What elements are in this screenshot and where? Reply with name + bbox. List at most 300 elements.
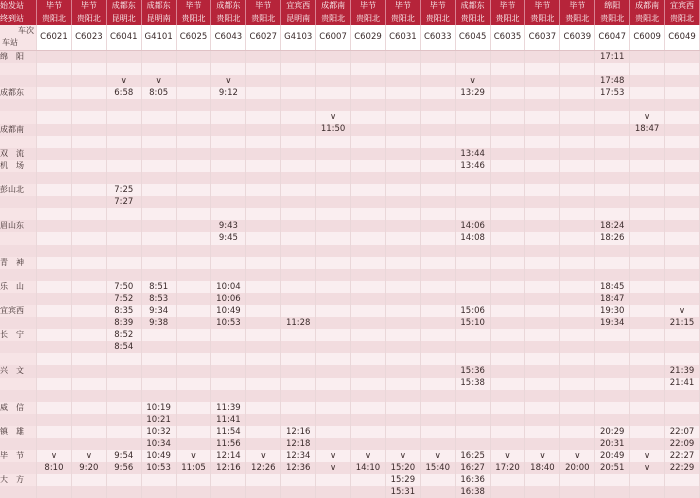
time-cell — [246, 281, 281, 293]
time-cell — [141, 269, 176, 281]
timetable-row — [0, 99, 700, 111]
time-cell — [141, 486, 176, 498]
time-cell — [37, 474, 72, 486]
time-cell — [316, 184, 351, 196]
time-cell — [630, 172, 665, 184]
time-cell — [525, 269, 560, 281]
time-cell: 11:41 — [211, 414, 246, 426]
time-cell — [281, 75, 316, 87]
time-cell — [281, 305, 316, 317]
time-cell — [385, 220, 420, 232]
time-cell — [420, 196, 455, 208]
time-cell — [281, 486, 316, 498]
time-cell — [351, 232, 386, 244]
time-cell — [246, 160, 281, 172]
origin-row — [0, 0, 700, 13]
time-cell — [176, 196, 211, 208]
time-cell: ∨ — [71, 450, 106, 462]
time-cell — [71, 208, 106, 220]
time-cell: 18:40 — [525, 462, 560, 474]
time-cell — [141, 474, 176, 486]
time-cell — [595, 257, 630, 269]
time-cell — [316, 293, 351, 305]
time-cell — [211, 378, 246, 390]
timetable-row — [0, 450, 700, 462]
time-cell — [665, 124, 700, 136]
time-cell — [630, 402, 665, 414]
time-cell — [385, 281, 420, 293]
time-cell — [141, 136, 176, 148]
time-cell — [246, 329, 281, 341]
train-destination: 贵阳北 — [630, 13, 665, 26]
time-cell — [560, 220, 595, 232]
station-name — [0, 353, 37, 365]
time-cell — [37, 111, 72, 123]
time-cell — [420, 148, 455, 160]
time-cell — [490, 136, 525, 148]
time-cell — [665, 390, 700, 402]
time-cell: 18:47 — [595, 293, 630, 305]
time-cell — [106, 486, 141, 498]
time-cell — [246, 148, 281, 160]
time-cell — [385, 75, 420, 87]
time-cell — [420, 208, 455, 220]
time-cell: 15:10 — [455, 317, 490, 329]
time-cell: 18:24 — [595, 220, 630, 232]
time-cell — [525, 365, 560, 377]
time-cell: 8:54 — [106, 341, 141, 353]
train-origin: 毕节 — [37, 0, 72, 13]
time-cell — [630, 257, 665, 269]
time-cell — [71, 257, 106, 269]
time-cell — [316, 63, 351, 75]
time-cell: 10:21 — [141, 414, 176, 426]
time-cell — [595, 390, 630, 402]
time-cell — [71, 87, 106, 99]
time-cell — [71, 99, 106, 111]
train-destination: 贵阳北 — [246, 13, 281, 26]
time-cell: 15:36 — [455, 365, 490, 377]
station-name: 彭山北 — [0, 184, 37, 196]
time-cell — [560, 63, 595, 75]
time-cell: 12:18 — [281, 438, 316, 450]
time-cell — [560, 160, 595, 172]
time-cell — [176, 305, 211, 317]
time-cell — [560, 426, 595, 438]
time-cell — [630, 160, 665, 172]
time-cell — [455, 353, 490, 365]
time-cell — [420, 269, 455, 281]
time-cell — [211, 111, 246, 123]
time-cell — [211, 257, 246, 269]
time-cell — [71, 220, 106, 232]
time-cell — [455, 184, 490, 196]
time-cell — [176, 220, 211, 232]
time-cell — [630, 208, 665, 220]
time-cell — [595, 160, 630, 172]
time-cell — [71, 378, 106, 390]
time-cell — [525, 474, 560, 486]
time-cell — [595, 99, 630, 111]
time-cell — [665, 257, 700, 269]
time-cell — [71, 365, 106, 377]
time-cell: 22:07 — [665, 426, 700, 438]
train-number: C6037 — [525, 25, 560, 51]
time-cell — [316, 148, 351, 160]
time-cell — [281, 124, 316, 136]
time-cell — [630, 341, 665, 353]
time-cell: ∨ — [490, 450, 525, 462]
time-cell — [525, 438, 560, 450]
time-cell — [595, 414, 630, 426]
time-cell — [420, 390, 455, 402]
time-cell — [37, 63, 72, 75]
time-cell — [385, 124, 420, 136]
timetable-row — [0, 305, 700, 317]
time-cell — [630, 87, 665, 99]
time-cell — [211, 474, 246, 486]
time-cell — [630, 305, 665, 317]
time-cell — [176, 438, 211, 450]
time-cell — [316, 390, 351, 402]
time-cell: 8:35 — [106, 305, 141, 317]
time-cell — [211, 184, 246, 196]
time-cell — [525, 148, 560, 160]
timetable-row — [0, 474, 700, 486]
time-cell — [37, 172, 72, 184]
time-cell — [316, 353, 351, 365]
time-cell — [316, 402, 351, 414]
time-cell — [525, 414, 560, 426]
time-cell — [37, 378, 72, 390]
time-cell: 18:45 — [595, 281, 630, 293]
timetable-row — [0, 293, 700, 305]
time-cell — [525, 208, 560, 220]
time-cell — [385, 390, 420, 402]
time-cell — [211, 51, 246, 64]
time-cell: 6:58 — [106, 87, 141, 99]
station-name: 镇 雄 — [0, 426, 37, 438]
timetable-row — [0, 341, 700, 353]
station-name: 眉山东 — [0, 220, 37, 232]
time-cell — [525, 124, 560, 136]
time-cell — [595, 148, 630, 160]
time-cell — [316, 269, 351, 281]
timetable-row — [0, 172, 700, 184]
time-cell — [106, 148, 141, 160]
time-cell — [211, 124, 246, 136]
station-label: 车站 — [2, 38, 18, 47]
time-cell — [560, 232, 595, 244]
time-cell — [385, 99, 420, 111]
time-cell — [246, 136, 281, 148]
time-cell: 9:43 — [211, 220, 246, 232]
station-name — [0, 378, 37, 390]
dest-row — [0, 13, 700, 26]
time-cell — [71, 305, 106, 317]
time-cell — [385, 111, 420, 123]
timetable-row — [0, 365, 700, 377]
time-cell — [665, 245, 700, 257]
timetable-row — [0, 317, 700, 329]
time-cell — [420, 414, 455, 426]
time-cell — [176, 486, 211, 498]
time-cell — [630, 293, 665, 305]
train-destination: 贵阳北 — [665, 13, 700, 26]
time-cell — [141, 365, 176, 377]
time-cell — [211, 329, 246, 341]
time-cell — [525, 51, 560, 64]
time-cell — [141, 184, 176, 196]
time-cell — [560, 378, 595, 390]
time-cell — [211, 341, 246, 353]
time-cell — [316, 196, 351, 208]
time-cell — [176, 172, 211, 184]
time-cell — [37, 305, 72, 317]
time-cell: 12:16 — [281, 426, 316, 438]
train-number: C6023 — [71, 25, 106, 51]
time-cell — [560, 245, 595, 257]
time-cell: 22:29 — [665, 462, 700, 474]
time-cell — [630, 390, 665, 402]
time-cell — [420, 341, 455, 353]
station-name: 宜宾西 — [0, 305, 37, 317]
time-cell: 8:51 — [141, 281, 176, 293]
time-cell — [106, 124, 141, 136]
time-cell — [665, 402, 700, 414]
time-cell — [595, 111, 630, 123]
time-cell — [525, 172, 560, 184]
time-cell — [385, 341, 420, 353]
time-cell — [490, 111, 525, 123]
time-cell — [385, 269, 420, 281]
time-cell — [630, 486, 665, 498]
time-cell — [560, 390, 595, 402]
time-cell — [176, 378, 211, 390]
time-cell — [316, 87, 351, 99]
time-cell — [560, 365, 595, 377]
time-cell — [525, 378, 560, 390]
time-cell — [385, 305, 420, 317]
time-cell — [665, 184, 700, 196]
time-cell: ∨ — [37, 450, 72, 462]
time-cell: 16:25 — [455, 450, 490, 462]
time-cell: 9:34 — [141, 305, 176, 317]
time-cell — [281, 281, 316, 293]
time-cell: ∨ — [560, 450, 595, 462]
timetable-row — [0, 390, 700, 402]
time-cell — [281, 390, 316, 402]
time-cell: 15:29 — [385, 474, 420, 486]
train-origin: 毕节 — [560, 0, 595, 13]
time-cell — [71, 341, 106, 353]
time-cell — [37, 293, 72, 305]
time-cell: 13:29 — [455, 87, 490, 99]
time-cell — [525, 136, 560, 148]
time-cell — [246, 293, 281, 305]
time-cell — [246, 438, 281, 450]
time-cell — [665, 341, 700, 353]
time-cell — [560, 317, 595, 329]
time-cell — [630, 75, 665, 87]
time-cell — [525, 305, 560, 317]
time-cell — [455, 245, 490, 257]
time-cell — [71, 329, 106, 341]
time-cell — [106, 426, 141, 438]
time-cell — [525, 329, 560, 341]
time-cell: 15:38 — [455, 378, 490, 390]
timetable-row — [0, 232, 700, 244]
origin-label: 始发站 — [0, 0, 37, 13]
time-cell — [281, 257, 316, 269]
time-cell: ∨ — [665, 305, 700, 317]
time-cell — [595, 172, 630, 184]
time-cell — [560, 329, 595, 341]
time-cell — [141, 148, 176, 160]
time-cell — [420, 281, 455, 293]
time-cell — [106, 378, 141, 390]
time-cell: 20:51 — [595, 462, 630, 474]
time-cell — [455, 402, 490, 414]
time-cell — [665, 414, 700, 426]
station-name: 成都东 — [0, 87, 37, 99]
time-cell — [316, 220, 351, 232]
time-cell — [490, 184, 525, 196]
time-cell — [106, 257, 141, 269]
time-cell: 12:34 — [281, 450, 316, 462]
time-cell: 10:19 — [141, 402, 176, 414]
time-cell — [560, 293, 595, 305]
time-cell — [455, 426, 490, 438]
time-cell — [316, 281, 351, 293]
train-label: 车次 — [18, 26, 35, 35]
time-cell: 10:04 — [211, 281, 246, 293]
time-cell — [71, 124, 106, 136]
time-cell — [351, 136, 386, 148]
time-cell: 22:09 — [665, 438, 700, 450]
time-cell — [106, 438, 141, 450]
time-cell — [560, 341, 595, 353]
time-cell — [141, 208, 176, 220]
time-cell — [560, 172, 595, 184]
time-cell — [316, 172, 351, 184]
time-cell — [630, 317, 665, 329]
time-cell — [211, 390, 246, 402]
time-cell: 14:06 — [455, 220, 490, 232]
time-cell: 9:12 — [211, 87, 246, 99]
time-cell: ∨ — [455, 75, 490, 87]
time-cell — [141, 245, 176, 257]
time-cell — [630, 414, 665, 426]
time-cell — [246, 111, 281, 123]
time-cell — [106, 414, 141, 426]
time-cell — [71, 402, 106, 414]
time-cell — [490, 305, 525, 317]
time-cell — [316, 232, 351, 244]
time-cell — [490, 486, 525, 498]
time-cell — [665, 232, 700, 244]
time-cell — [246, 269, 281, 281]
time-cell — [351, 378, 386, 390]
time-cell — [71, 75, 106, 87]
time-cell — [630, 196, 665, 208]
time-cell — [455, 124, 490, 136]
time-cell — [630, 378, 665, 390]
time-cell — [351, 305, 386, 317]
time-cell — [455, 341, 490, 353]
time-cell: 7:25 — [106, 184, 141, 196]
time-cell — [141, 353, 176, 365]
time-cell — [595, 378, 630, 390]
time-cell — [560, 208, 595, 220]
time-cell — [525, 257, 560, 269]
time-cell — [37, 426, 72, 438]
time-cell: 16:36 — [455, 474, 490, 486]
time-cell — [490, 474, 525, 486]
time-cell — [385, 232, 420, 244]
time-cell — [490, 438, 525, 450]
time-cell — [490, 353, 525, 365]
time-cell — [351, 184, 386, 196]
train-number: G4101 — [141, 25, 176, 51]
station-name — [0, 111, 37, 123]
time-cell — [71, 172, 106, 184]
time-cell — [246, 353, 281, 365]
time-cell — [420, 245, 455, 257]
time-cell — [37, 99, 72, 111]
timetable-row — [0, 136, 700, 148]
time-cell — [665, 87, 700, 99]
time-cell — [385, 51, 420, 64]
timetable-row — [0, 281, 700, 293]
time-cell — [385, 365, 420, 377]
time-cell — [351, 196, 386, 208]
time-cell — [281, 208, 316, 220]
time-cell — [246, 172, 281, 184]
time-cell — [630, 245, 665, 257]
time-cell — [455, 390, 490, 402]
time-cell — [385, 257, 420, 269]
time-cell — [385, 136, 420, 148]
time-cell — [316, 257, 351, 269]
time-cell — [595, 269, 630, 281]
time-cell — [281, 269, 316, 281]
time-cell — [490, 220, 525, 232]
time-cell — [316, 305, 351, 317]
time-cell — [37, 208, 72, 220]
time-cell — [595, 196, 630, 208]
time-cell — [106, 172, 141, 184]
time-cell — [420, 329, 455, 341]
time-cell — [525, 99, 560, 111]
time-cell — [106, 63, 141, 75]
time-cell — [176, 317, 211, 329]
time-cell — [455, 269, 490, 281]
station-name: 成都南 — [0, 124, 37, 136]
time-cell — [141, 124, 176, 136]
time-cell — [351, 329, 386, 341]
time-cell — [560, 75, 595, 87]
time-cell — [420, 353, 455, 365]
time-cell — [665, 486, 700, 498]
time-cell — [420, 438, 455, 450]
time-cell — [560, 136, 595, 148]
time-cell — [316, 426, 351, 438]
time-cell: 20:00 — [560, 462, 595, 474]
time-cell — [176, 111, 211, 123]
time-cell — [141, 341, 176, 353]
train-destination: 贵阳北 — [595, 13, 630, 26]
